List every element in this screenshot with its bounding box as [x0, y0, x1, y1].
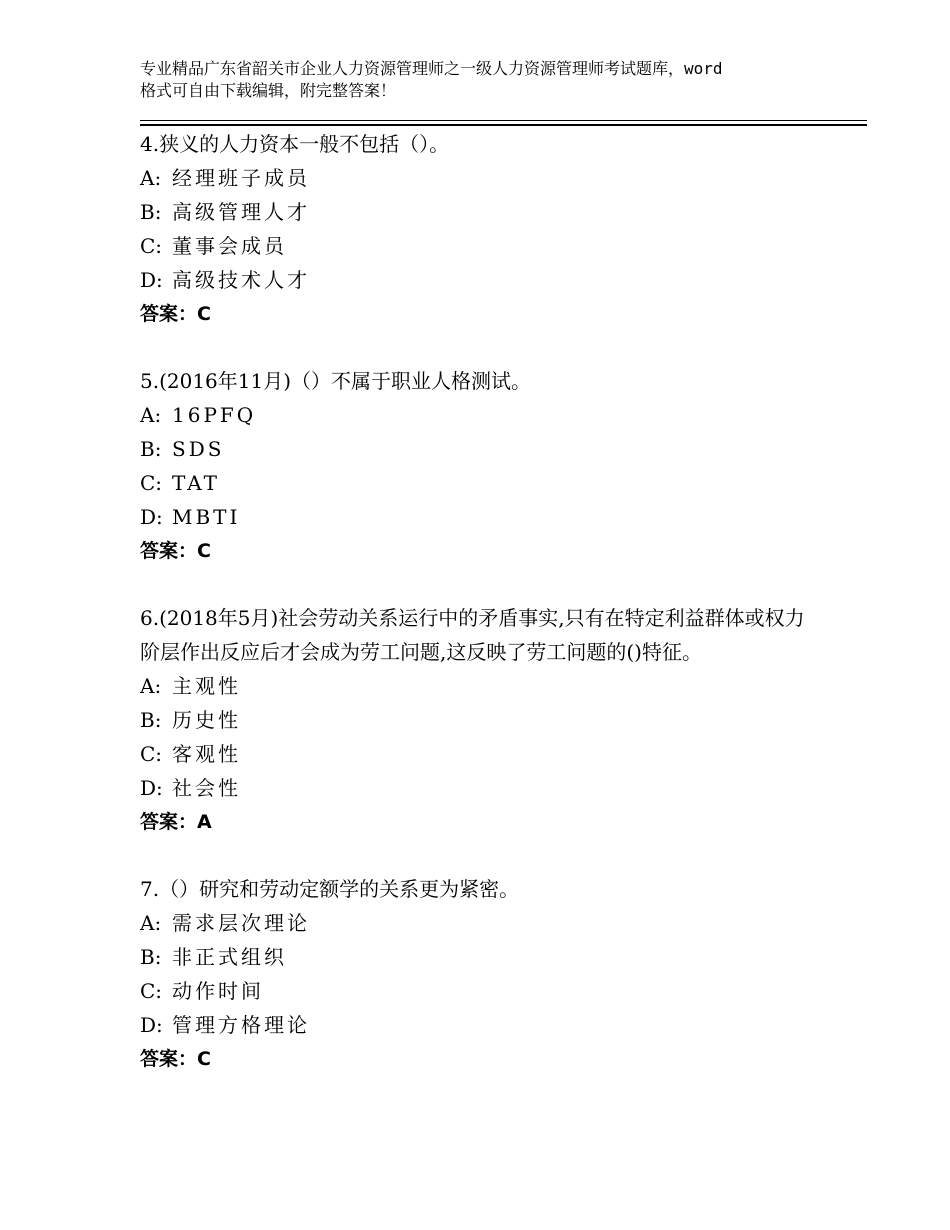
question-stem: 7.（）研究和劳动定额学的关系更为紧密。 [140, 877, 520, 901]
option-d [140, 500, 840, 534]
question-stem: 6.(2018年5月)社会劳动关系运行中的矛盾事实,只有在特定利益群体或权力阶层作出反应后才会成为劳工问题,这反映了劳工问题的()特征。 [140, 606, 805, 664]
header-line-2: 格式可自由下载编辑，附完整答案！ [140, 81, 397, 100]
option-letter: C: [140, 471, 163, 495]
option-letter: C: [140, 742, 163, 766]
header-divider-thin [140, 120, 867, 121]
option-c [140, 466, 840, 500]
header-divider-thick [140, 124, 867, 126]
option-text: 社会性 [172, 776, 241, 800]
option-letter: C: [140, 979, 163, 1003]
option-text: 高级技术人才 [172, 268, 310, 292]
option-c [140, 737, 840, 771]
option-text: MBTI [172, 505, 241, 529]
option-text: 客观性 [172, 742, 241, 766]
option-letter: D: [140, 776, 163, 800]
option-letter: A: [140, 674, 162, 698]
option-text: 管理方格理论 [172, 1013, 310, 1037]
option-b [140, 940, 840, 974]
option-text: TAT [172, 471, 220, 495]
question-stem: 5.(2016年11月)（）不属于职业人格测试。 [140, 369, 532, 393]
document-header [140, 58, 840, 102]
question-list [140, 127, 840, 1109]
option-b [140, 195, 840, 229]
option-text: 动作时间 [172, 979, 264, 1003]
question-4 [140, 127, 840, 331]
option-a [140, 906, 840, 940]
question-5 [140, 364, 840, 568]
option-letter: B: [140, 437, 162, 461]
option-text: 16PFQ [172, 403, 257, 427]
question-7 [140, 872, 840, 1076]
option-d [140, 1008, 840, 1042]
option-text: 董事会成员 [172, 234, 287, 258]
option-c [140, 229, 840, 263]
option-a [140, 669, 840, 703]
question-6 [140, 601, 840, 839]
option-text: 历史性 [172, 708, 241, 732]
option-letter: A: [140, 166, 162, 190]
option-letter: D: [140, 268, 163, 292]
option-text: 需求层次理论 [172, 911, 310, 935]
option-text: 主观性 [172, 674, 241, 698]
option-letter: B: [140, 708, 162, 732]
answer-label: 答案：C [140, 1048, 211, 1070]
option-d [140, 263, 840, 297]
answer-label: 答案：C [140, 540, 211, 562]
option-letter: C: [140, 234, 163, 258]
option-d [140, 771, 840, 805]
question-stem: 4.狭义的人力资本一般不包括（）。 [140, 132, 450, 156]
option-text: 高级管理人才 [172, 200, 310, 224]
option-text: 经理班子成员 [172, 166, 310, 190]
option-c [140, 974, 840, 1008]
option-a [140, 161, 840, 195]
option-b [140, 703, 840, 737]
option-letter: A: [140, 403, 162, 427]
header-line-1: 专业精品广东省韶关市企业人力资源管理师之一级人力资源管理师考试题库，word [140, 59, 723, 78]
option-letter: A: [140, 911, 162, 935]
option-b [140, 432, 840, 466]
answer-label: 答案：C [140, 303, 211, 325]
answer-label: 答案：A [140, 811, 212, 833]
option-a [140, 398, 840, 432]
option-letter: B: [140, 945, 162, 969]
option-letter: D: [140, 505, 163, 529]
option-text: 非正式组织 [172, 945, 287, 969]
option-text: SDS [172, 437, 225, 461]
option-letter: D: [140, 1013, 163, 1037]
option-letter: B: [140, 200, 162, 224]
